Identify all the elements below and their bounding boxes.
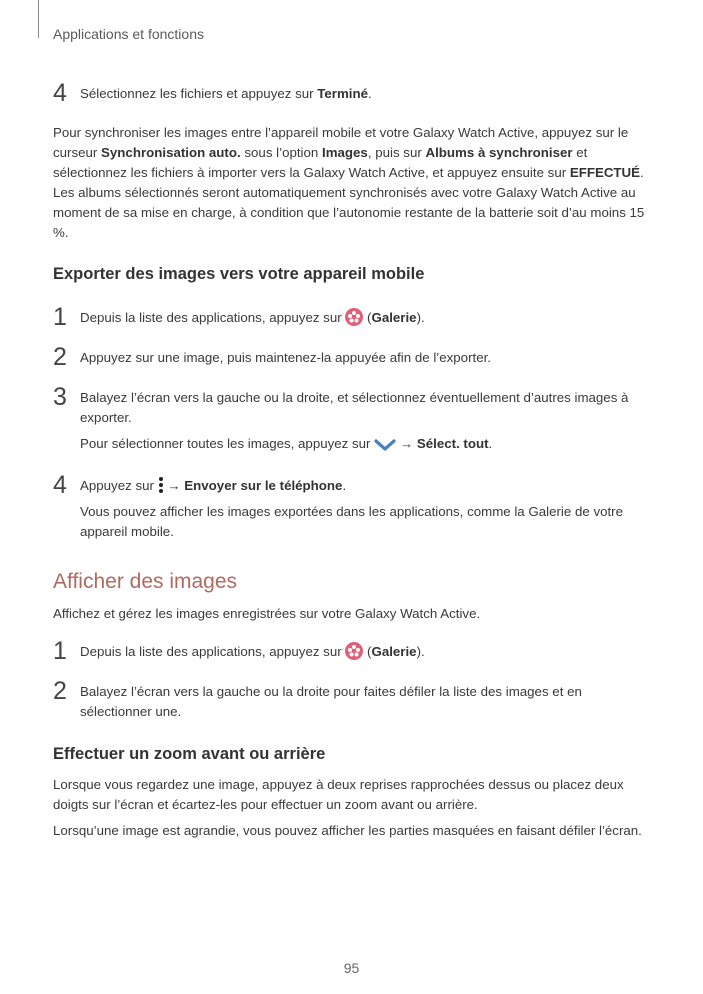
- view-heading: Afficher des images: [53, 570, 238, 593]
- step-number: 2: [53, 343, 67, 371]
- page-number: 95: [343, 960, 360, 976]
- step-number: 1: [53, 637, 67, 665]
- chevron-down-icon: [374, 438, 396, 458]
- step-number: 1: [53, 303, 67, 331]
- step-number: 2: [53, 677, 67, 705]
- step-text: Depuis la liste des applications, appuyez sur (Galerie).: [80, 642, 655, 666]
- sync-paragraph: Pour synchroniser les images entre l’appareil mobile et votre Galaxy Watch Active, appuyez sur le curseur Synchronisation auto. sous l’option Images, puis sur Albums à synchroniser et sélectionnez les fichiers à importer vers la Galaxy Watch Active, et appuyez ensuite sur EFFECTUÉ. Les albums sélectionnés seront automatiquement synchronisés avec votre Galaxy Watch Active au moment de sa mise en charge, à condition que l’autonomie restante de la batterie soit d’au moins 15 %.: [53, 125, 645, 240]
- export-step-4-note: Vous pouvez afficher les images exportées dans les applications, comme la Galerie de votre appareil mobile.: [80, 504, 624, 539]
- gallery-icon: [345, 642, 363, 666]
- step-number: 4: [53, 471, 67, 499]
- export-heading: Exporter des images vers votre appareil mobile: [53, 265, 425, 283]
- zoom-paragraph-1: Lorsque vous regardez une image, appuyez à deux reprises rapprochées dessus ou placez deux doigts sur l’écran et écartez-les pour effectuer un zoom avant ou arrière.: [53, 777, 624, 812]
- step-number: 3: [53, 383, 67, 411]
- export-step-3-note: Pour sélectionner toutes les images, appuyez sur → Sélect. tout.: [80, 434, 640, 458]
- step-text: Appuyez sur → Envoyer sur le téléphone.: [80, 476, 655, 500]
- zoom-paragraph-2: Lorsqu’une image est agrandie, vous pouvez afficher les parties masquées en faisant défiler l’écran.: [53, 823, 642, 838]
- view-intro: Affichez et gérez les images enregistrées sur votre Galaxy Watch Active.: [53, 606, 481, 621]
- step-text: Balayez l’écran vers la gauche ou la droite pour faites défiler la liste des images et en sélectionner une.: [80, 684, 582, 719]
- step-text: Sélectionnez les fichiers et appuyez sur Terminé.: [80, 86, 372, 101]
- step-number: 4: [53, 79, 67, 107]
- zoom-heading: Effectuer un zoom avant ou arrière: [53, 745, 326, 763]
- gallery-icon: [345, 308, 363, 332]
- step-text: Depuis la liste des applications, appuyez sur (Galerie).: [80, 308, 655, 332]
- step-text: Balayez l’écran vers la gauche ou la droite, et sélectionnez éventuellement d’autres images à exporter.: [80, 390, 629, 425]
- page-header: Applications et fonctions: [53, 26, 204, 42]
- step-text: Appuyez sur une image, puis maintenez-la appuyée afin de l’exporter.: [80, 350, 491, 365]
- header-divider: [38, 0, 39, 38]
